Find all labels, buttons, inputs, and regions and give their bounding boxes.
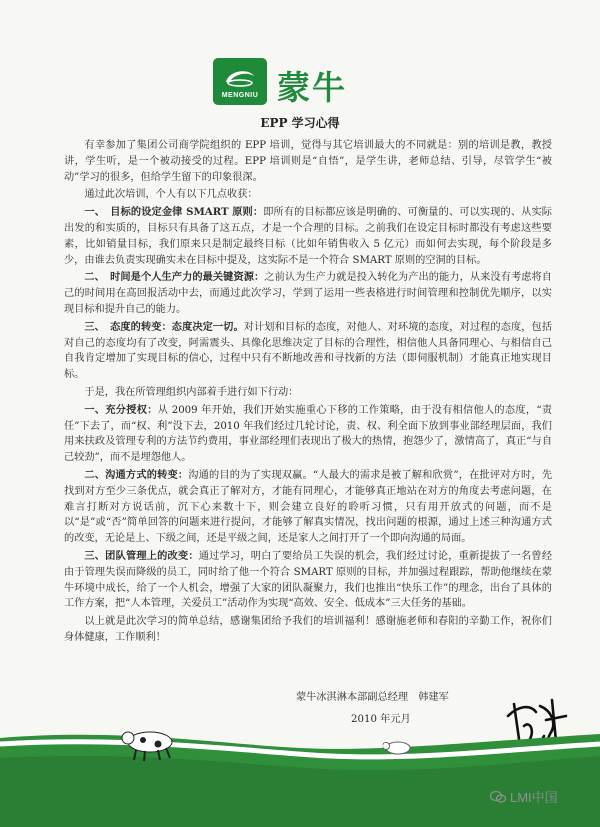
paragraph-action-2: 二、沟通方式的转变：沟通的目的为了实现双赢。“人最大的需求是被了解和欣赏”，在批评对方时，先找到对方至少三条优点，就会真正了解对方，才能有同理心，才能够真正地站在对方的角度去考虑问题，在难言打断对方说话前，沉下心来数十下，则会建立良好的聆听习惯，只有用开放式的问题，而不是以“是”或“否”简单回答的问题来进行提问，才能够了解真实情况，找出问题的根源，通过上述三种沟通方式的改变，无论是上、下级之间，还是平级之间，还是家人之间打开了一个即向沟通的局面。 (64, 468, 553, 545)
logo-swirl-icon (223, 66, 257, 88)
point-heading: 一、 目标的设定金律 SMART 原则： (84, 206, 264, 219)
document-title: EPP 学习心得 (260, 116, 340, 130)
signature-line: 蒙牛冰淇淋本部副总经理 韩建军 (296, 692, 449, 703)
document-date: 2010 年元月 (351, 714, 411, 725)
paragraph-point-3: 三、 态度的转变：态度决定一切。对计划和目标的态度，对他人、对环境的态度，对过程的态度，包括对自己的态度均有了改变，阿需震头、具像化思维决定了目标的合理性，相信他人具备同理心、与相信自己自我肯定增加了实现目标的信心，过程中只有不断地改善和寻找新的方法（即伺服机制）才能真正地实现目标。 (64, 320, 552, 381)
document-body (64, 138, 552, 648)
paragraph-point-1: 一、 目标的设定金律 SMART 原则：即所有的目标都应该是明确的、可衡量的、可以实现的、从实际出发的和实质的，目标只有具备了这五点，才是一个合理的目标。之前我们在设定目标时都没有考虑这些要素，比如销量目标，我们原来只是制定最终目标（比如年销售收入 5 亿元）而如何去实现，每个阶段是多少，由谁去负责实现确实未在目标中提及，这实际不是一个符合 SMART 原则的空洞的目标。 (64, 206, 552, 266)
wechat-icon (490, 791, 506, 803)
paragraph-action-1: 一、充分授权：从 2009 年开始，我们开始实施重心下移的工作策略，由于没有相信他人的态度，“责任”下去了，而“权、利”没下去，2010 年我们经过几轮讨论，责、权、利全面下放到事业部经理层面，我们用来扶政及管理专利的方法节约费用，事业部经理们表现出了极大的热情，抱怨少了，激情高了，真正“与自己较劲”，而不是埋怨他人。 (64, 403, 553, 464)
point-heading: 二、 时间是个人生产力的最关键资源： (84, 271, 265, 284)
action-heading: 二、沟通方式的转变： (84, 468, 189, 481)
logo-badge (213, 58, 267, 105)
company-logo (213, 58, 398, 106)
action-heading: 一、充分授权： (84, 403, 158, 416)
logo-brand-en: MENGNIU (221, 92, 259, 99)
watermark (490, 787, 558, 806)
paragraph-action-3: 三、团队管理上的改变：通过学习，明白了要给员工失误的机会，我们经过讨论，重新提拔了一名曾经由于管理失误而降级的员工，同时给了他一个符合 SMART 原则的目标，并加强过程跟踪，帮助他继续在蒙牛环境中成长，给了一个人机会，增强了大家的团队凝聚力，我们也推出“快乐工作”的理念，出台了具体的工作方案，把“人本管理，关爱员工”活动作为实现“高效、安全、低成本”三大任务的基础。 (64, 549, 553, 610)
footer-small-label: AMP (373, 743, 389, 750)
paragraph-intro: 有幸参加了集团公司商学院组织的 EPP 培训，觉得与其它培训最大的不同就是：别的培训是教，教授讲，学生听，是一个被动接受的过程。EPP 培训则是“自悟”，是学生讲，老师总结、引导，尽管学生“被动”学习的很多，但给学生留下的印象很深。 (64, 140, 552, 183)
paragraph-actions: 于是，我在所管理组织内部着手进行如下行动： (84, 386, 299, 398)
paragraph-closing: 以上就是此次学习的简单总结，感谢集团给予我们的培训福利！感谢施老师和春阳的辛勤工作，祝你们身体健康，工作顺利！ (64, 616, 552, 643)
footer-grassland-art (0, 718, 600, 827)
paragraph-gains: 通过此次培训，个人有以下几点收获： (84, 189, 258, 201)
watermark-text: LMI中国 (510, 790, 558, 805)
action-heading: 三、团队管理上的改变： (84, 549, 199, 562)
logo-brand-cn: 蒙牛 (277, 68, 347, 107)
paragraph-point-2: 二、 时间是个人生产力的最关键资源：之前认为生产力就是投入转化为产出的能力，从来没有考虑将自己的时间用在高回报活动中去，而通过此次学习，学到了运用一些表格进行时间管理和控制优先顺序，以实现目标和提升自己的能力。 (64, 271, 552, 315)
point-heading: 三、 态度的转变：态度决定一切。 (84, 320, 244, 333)
